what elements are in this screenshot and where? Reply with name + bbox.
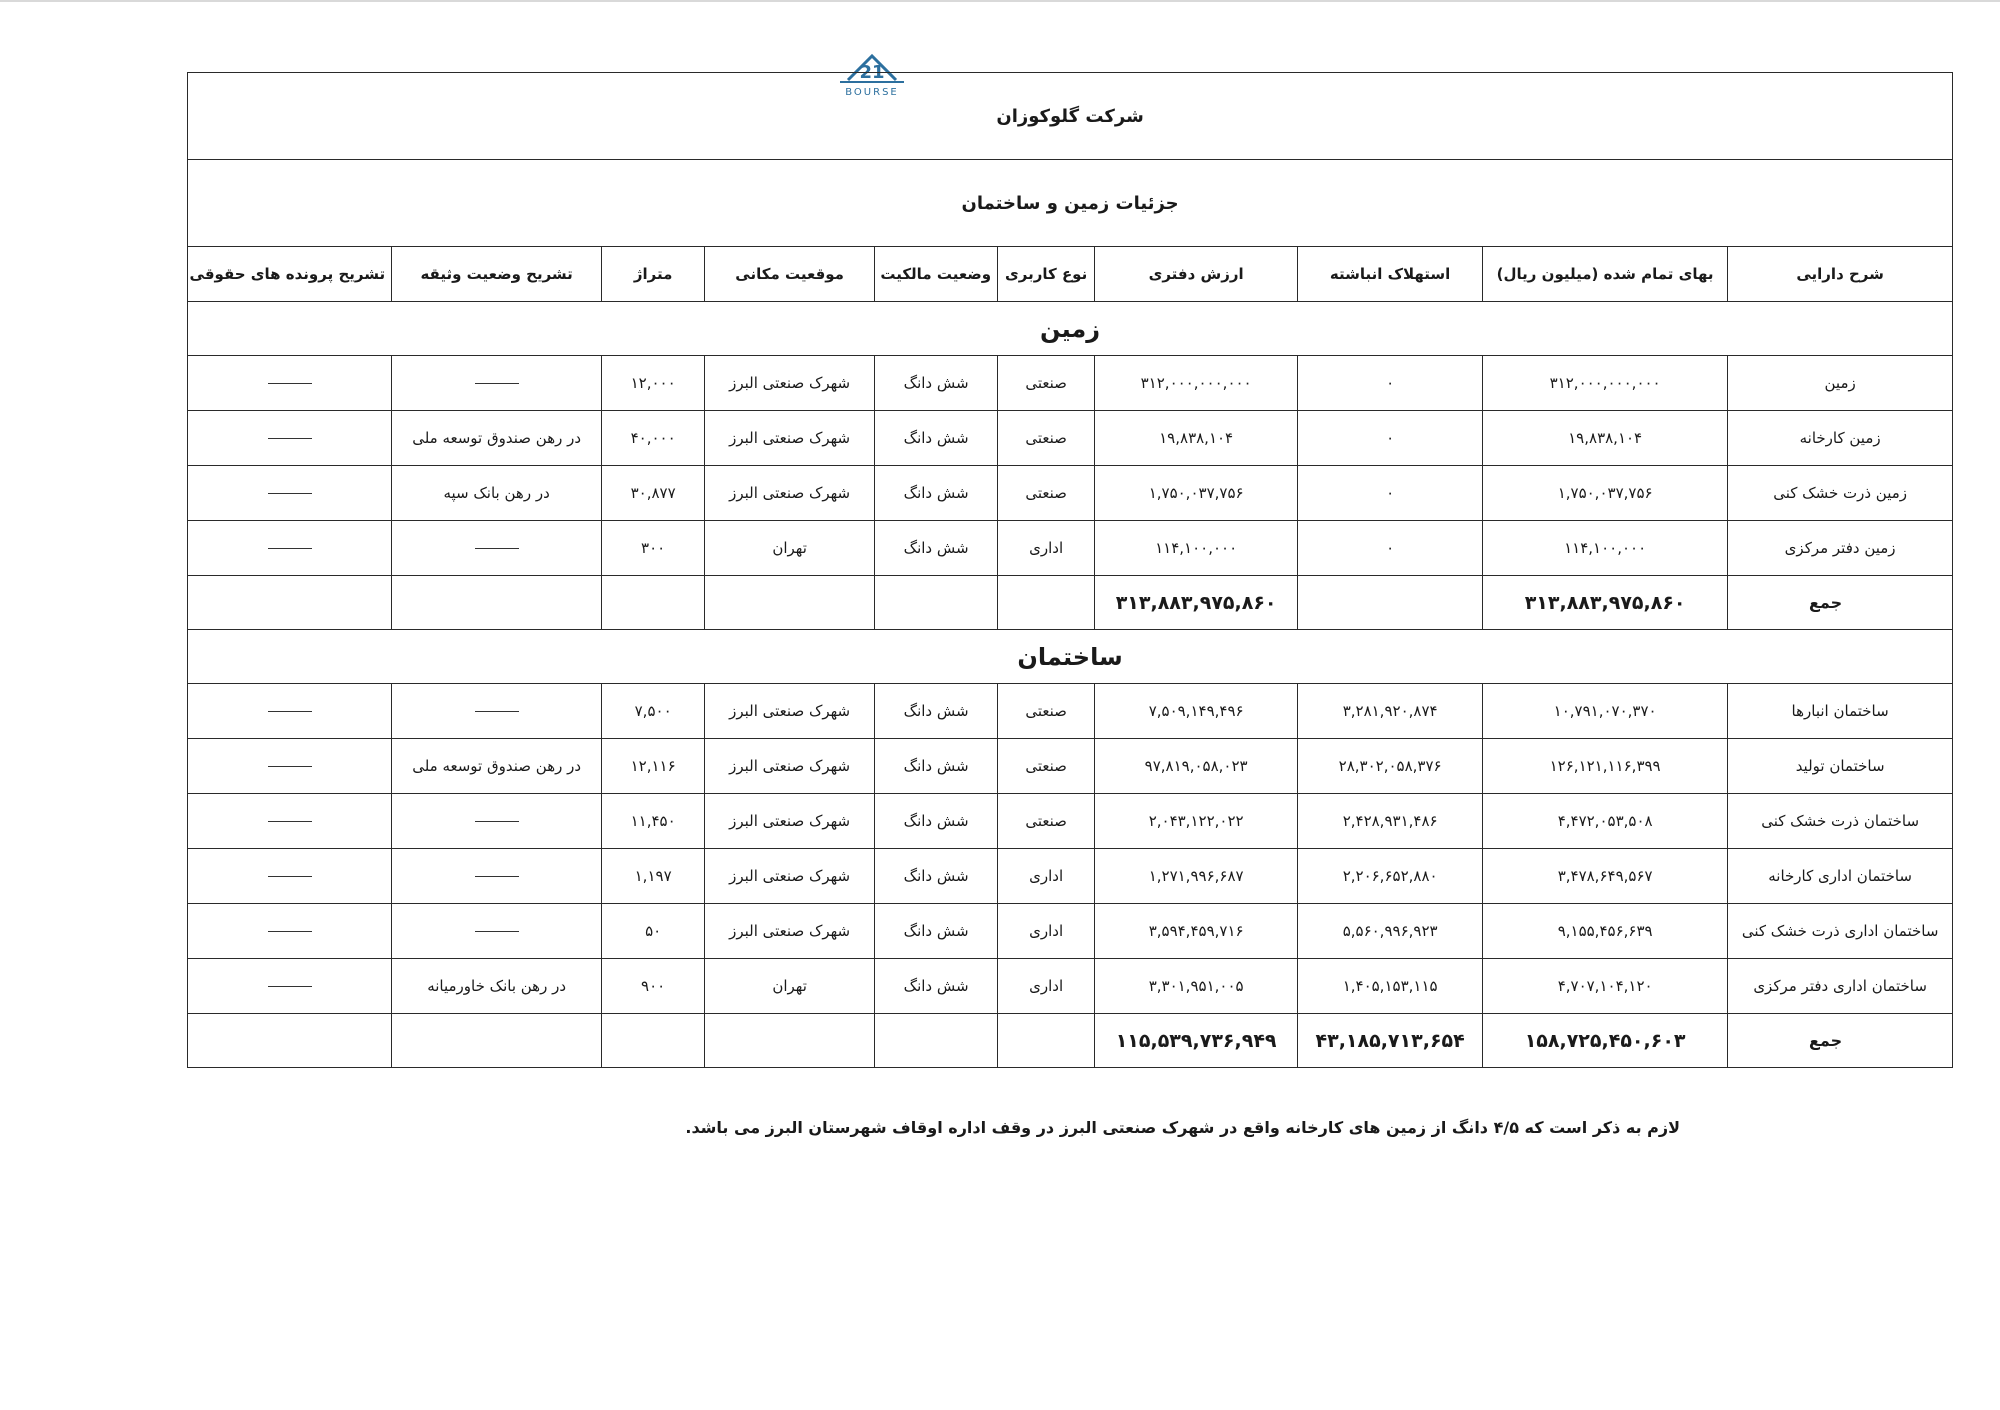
asset-description: ساختمان اداری ذرت خشک کنی (1728, 904, 1953, 959)
asset-description: زمین ذرت خشک کنی (1728, 466, 1953, 521)
empty-dash (268, 766, 312, 767)
ownership-status: شش دانگ (875, 849, 998, 904)
column-header: موقعیت مکانی (705, 247, 875, 302)
column-header: استهلاک انباشته (1298, 247, 1483, 302)
usage-type: اداری (998, 849, 1095, 904)
usage-type: صنعتی (998, 684, 1095, 739)
location: تهران (705, 521, 875, 576)
total-book-value: ۱۱۵,۵۳۹,۷۳۶,۹۴۹ (1095, 1014, 1298, 1068)
asset-description: ساختمان ذرت خشک کنی (1728, 794, 1953, 849)
total-cost: ۱۵۸,۷۲۵,۴۵۰,۶۰۳ (1483, 1014, 1728, 1068)
table-row (188, 356, 1953, 411)
location: شهرک صنعتی البرز (705, 849, 875, 904)
empty-dash (268, 383, 312, 384)
cost-value: ۱۹,۸۳۸,۱۰۴ (1483, 411, 1728, 466)
area-sqm: ۱۱,۴۵۰ (602, 794, 705, 849)
accumulated-depreciation: ۱,۴۰۵,۱۵۳,۱۱۵ (1298, 959, 1483, 1014)
table-row (188, 849, 1953, 904)
usage-type: صنعتی (998, 411, 1095, 466)
cost-value: ۳۱۲,۰۰۰,۰۰۰,۰۰۰ (1483, 356, 1728, 411)
empty-dash (268, 711, 312, 712)
accumulated-depreciation: ۵,۵۶۰,۹۹۶,۹۲۳ (1298, 904, 1483, 959)
table-row (188, 739, 1953, 794)
table-row (188, 411, 1953, 466)
collateral-status (392, 849, 602, 904)
ownership-status: شش دانگ (875, 356, 998, 411)
area-sqm: ۷,۵۰۰ (602, 684, 705, 739)
header-row (188, 247, 1953, 302)
collateral-status (392, 684, 602, 739)
column-header: بهای تمام شده (میلیون ریال) (1483, 247, 1728, 302)
collateral-status (392, 794, 602, 849)
usage-type: اداری (998, 521, 1095, 576)
location: شهرک صنعتی البرز (705, 739, 875, 794)
page-top-edge (0, 0, 2000, 2)
legal-cases (188, 794, 392, 849)
cost-value: ۴,۴۷۲,۰۵۳,۵۰۸ (1483, 794, 1728, 849)
accumulated-depreciation: ۰ (1298, 466, 1483, 521)
table-row (188, 904, 1953, 959)
ownership-status: شش دانگ (875, 794, 998, 849)
book-value: ۷,۵۰۹,۱۴۹,۴۹۶ (1095, 684, 1298, 739)
total-label: جمع (1728, 1014, 1953, 1068)
empty-dash (475, 383, 519, 384)
assets-table (187, 72, 1953, 1068)
legal-cases (188, 466, 392, 521)
book-value: ۱۱۴,۱۰۰,۰۰۰ (1095, 521, 1298, 576)
book-value: ۱۹,۸۳۸,۱۰۴ (1095, 411, 1298, 466)
total-depreciation (1298, 576, 1483, 630)
accumulated-depreciation: ۲,۲۰۶,۶۵۲,۸۸۰ (1298, 849, 1483, 904)
area-sqm: ۴۰,۰۰۰ (602, 411, 705, 466)
table-row (188, 466, 1953, 521)
cost-value: ۴,۷۰۷,۱۰۴,۱۲۰ (1483, 959, 1728, 1014)
empty-dash (268, 931, 312, 932)
collateral-status (392, 521, 602, 576)
cost-value: ۹,۱۵۵,۴۵۶,۶۳۹ (1483, 904, 1728, 959)
logo-number: 21 (859, 62, 885, 83)
column-header: وضعیت مالکیت (875, 247, 998, 302)
area-sqm: ۱۲,۱۱۶ (602, 739, 705, 794)
total-book-value: ۳۱۳,۸۸۳,۹۷۵,۸۶۰ (1095, 576, 1298, 630)
collateral-status (392, 356, 602, 411)
asset-description: ساختمان تولید (1728, 739, 1953, 794)
cost-value: ۱۲۶,۱۲۱,۱۱۶,۳۹۹ (1483, 739, 1728, 794)
asset-description: ساختمان انبارها (1728, 684, 1953, 739)
table-subtitle: جزئیات زمین و ساختمان (188, 160, 1953, 247)
area-sqm: ۵۰ (602, 904, 705, 959)
empty-dash (475, 931, 519, 932)
empty-dash (475, 876, 519, 877)
legal-cases (188, 411, 392, 466)
column-header: متراژ (602, 247, 705, 302)
book-value: ۱,۷۵۰,۰۳۷,۷۵۶ (1095, 466, 1298, 521)
total-depreciation: ۴۳,۱۸۵,۷۱۳,۶۵۴ (1298, 1014, 1483, 1068)
usage-type: صنعتی (998, 794, 1095, 849)
book-value: ۳,۵۹۴,۴۵۹,۷۱۶ (1095, 904, 1298, 959)
book-value: ۹۷,۸۱۹,۰۵۸,۰۲۳ (1095, 739, 1298, 794)
footnote: لازم به ذکر است که ۴/۵ دانگ از زمین های کارخانه واقع در شهرک صنعتی البرز در وقف اداره اوقاف شهرستان البرز می باشد. (685, 1118, 1680, 1137)
ownership-status: شش دانگ (875, 959, 998, 1014)
total-label: جمع (1728, 576, 1953, 630)
building-rows (188, 684, 1953, 1014)
asset-description: ساختمان اداری کارخانه (1728, 849, 1953, 904)
collateral-status: در رهن بانک خاورمیانه (392, 959, 602, 1014)
table-row (188, 959, 1953, 1014)
legal-cases (188, 959, 392, 1014)
buildings-total-row (188, 1014, 1953, 1068)
cost-value: ۳,۴۷۸,۶۴۹,۵۶۷ (1483, 849, 1728, 904)
usage-type: اداری (998, 904, 1095, 959)
accumulated-depreciation: ۰ (1298, 521, 1483, 576)
area-sqm: ۱۲,۰۰۰ (602, 356, 705, 411)
legal-cases (188, 849, 392, 904)
legal-cases (188, 521, 392, 576)
cost-value: ۱,۷۵۰,۰۳۷,۷۵۶ (1483, 466, 1728, 521)
location: شهرک صنعتی البرز (705, 411, 875, 466)
table-row (188, 684, 1953, 739)
empty-dash (268, 986, 312, 987)
location: شهرک صنعتی البرز (705, 356, 875, 411)
accumulated-depreciation: ۲,۴۲۸,۹۳۱,۴۸۶ (1298, 794, 1483, 849)
ownership-status: شش دانگ (875, 466, 998, 521)
collateral-status: در رهن صندوق توسعه ملی (392, 739, 602, 794)
area-sqm: ۳۰۰ (602, 521, 705, 576)
empty-dash (268, 548, 312, 549)
accumulated-depreciation: ۰ (1298, 356, 1483, 411)
accumulated-depreciation: ۰ (1298, 411, 1483, 466)
usage-type: صنعتی (998, 356, 1095, 411)
land-total-row (188, 576, 1953, 630)
book-value: ۱,۲۷۱,۹۹۶,۶۸۷ (1095, 849, 1298, 904)
book-value: ۳۱۲,۰۰۰,۰۰۰,۰۰۰ (1095, 356, 1298, 411)
ownership-status: شش دانگ (875, 411, 998, 466)
column-header: شرح دارایی (1728, 247, 1953, 302)
legal-cases (188, 684, 392, 739)
empty-dash (475, 711, 519, 712)
empty-dash (268, 821, 312, 822)
company-title: شرکت گلوکوزان (188, 73, 1953, 160)
location: شهرک صنعتی البرز (705, 794, 875, 849)
collateral-status: در رهن صندوق توسعه ملی (392, 411, 602, 466)
usage-type: اداری (998, 959, 1095, 1014)
ownership-status: شش دانگ (875, 904, 998, 959)
cost-value: ۱۱۴,۱۰۰,۰۰۰ (1483, 521, 1728, 576)
land-rows (188, 356, 1953, 576)
asset-description: زمین (1728, 356, 1953, 411)
book-value: ۳,۳۰۱,۹۵۱,۰۰۵ (1095, 959, 1298, 1014)
legal-cases (188, 356, 392, 411)
empty-dash (268, 438, 312, 439)
ownership-status: شش دانگ (875, 684, 998, 739)
usage-type: صنعتی (998, 466, 1095, 521)
ownership-status: شش دانگ (875, 521, 998, 576)
location: تهران (705, 959, 875, 1014)
empty-dash (475, 548, 519, 549)
legal-cases (188, 739, 392, 794)
location: شهرک صنعتی البرز (705, 684, 875, 739)
column-header: ارزش دفتری (1095, 247, 1298, 302)
cost-value: ۱۰,۷۹۱,۰۷۰,۳۷۰ (1483, 684, 1728, 739)
total-cost: ۳۱۳,۸۸۳,۹۷۵,۸۶۰ (1483, 576, 1728, 630)
area-sqm: ۱,۱۹۷ (602, 849, 705, 904)
area-sqm: ۳۰,۸۷۷ (602, 466, 705, 521)
column-header: تشریح وضعیت وثیقه (392, 247, 602, 302)
area-sqm: ۹۰۰ (602, 959, 705, 1014)
empty-dash (268, 493, 312, 494)
column-header: تشریح پرونده های حقوقی (188, 247, 392, 302)
ownership-status: شش دانگ (875, 739, 998, 794)
table-row (188, 521, 1953, 576)
table-row (188, 794, 1953, 849)
collateral-status (392, 904, 602, 959)
asset-description: زمین کارخانه (1728, 411, 1953, 466)
location: شهرک صنعتی البرز (705, 466, 875, 521)
accumulated-depreciation: ۳,۲۸۱,۹۲۰,۸۷۴ (1298, 684, 1483, 739)
column-header: نوع کاربری (998, 247, 1095, 302)
empty-dash (475, 821, 519, 822)
book-value: ۲,۰۴۳,۱۲۲,۰۲۲ (1095, 794, 1298, 849)
collateral-status: در رهن بانک سپه (392, 466, 602, 521)
accumulated-depreciation: ۲۸,۳۰۲,۰۵۸,۳۷۶ (1298, 739, 1483, 794)
empty-dash (268, 876, 312, 877)
section-title-land: زمین (188, 302, 1953, 356)
section-title-buildings: ساختمان (188, 630, 1953, 684)
logo-word: BOURSE (845, 87, 899, 98)
asset-description: ساختمان اداری دفتر مرکزی (1728, 959, 1953, 1014)
legal-cases (188, 904, 392, 959)
asset-description: زمین دفتر مرکزی (1728, 521, 1953, 576)
usage-type: صنعتی (998, 739, 1095, 794)
location: شهرک صنعتی البرز (705, 904, 875, 959)
